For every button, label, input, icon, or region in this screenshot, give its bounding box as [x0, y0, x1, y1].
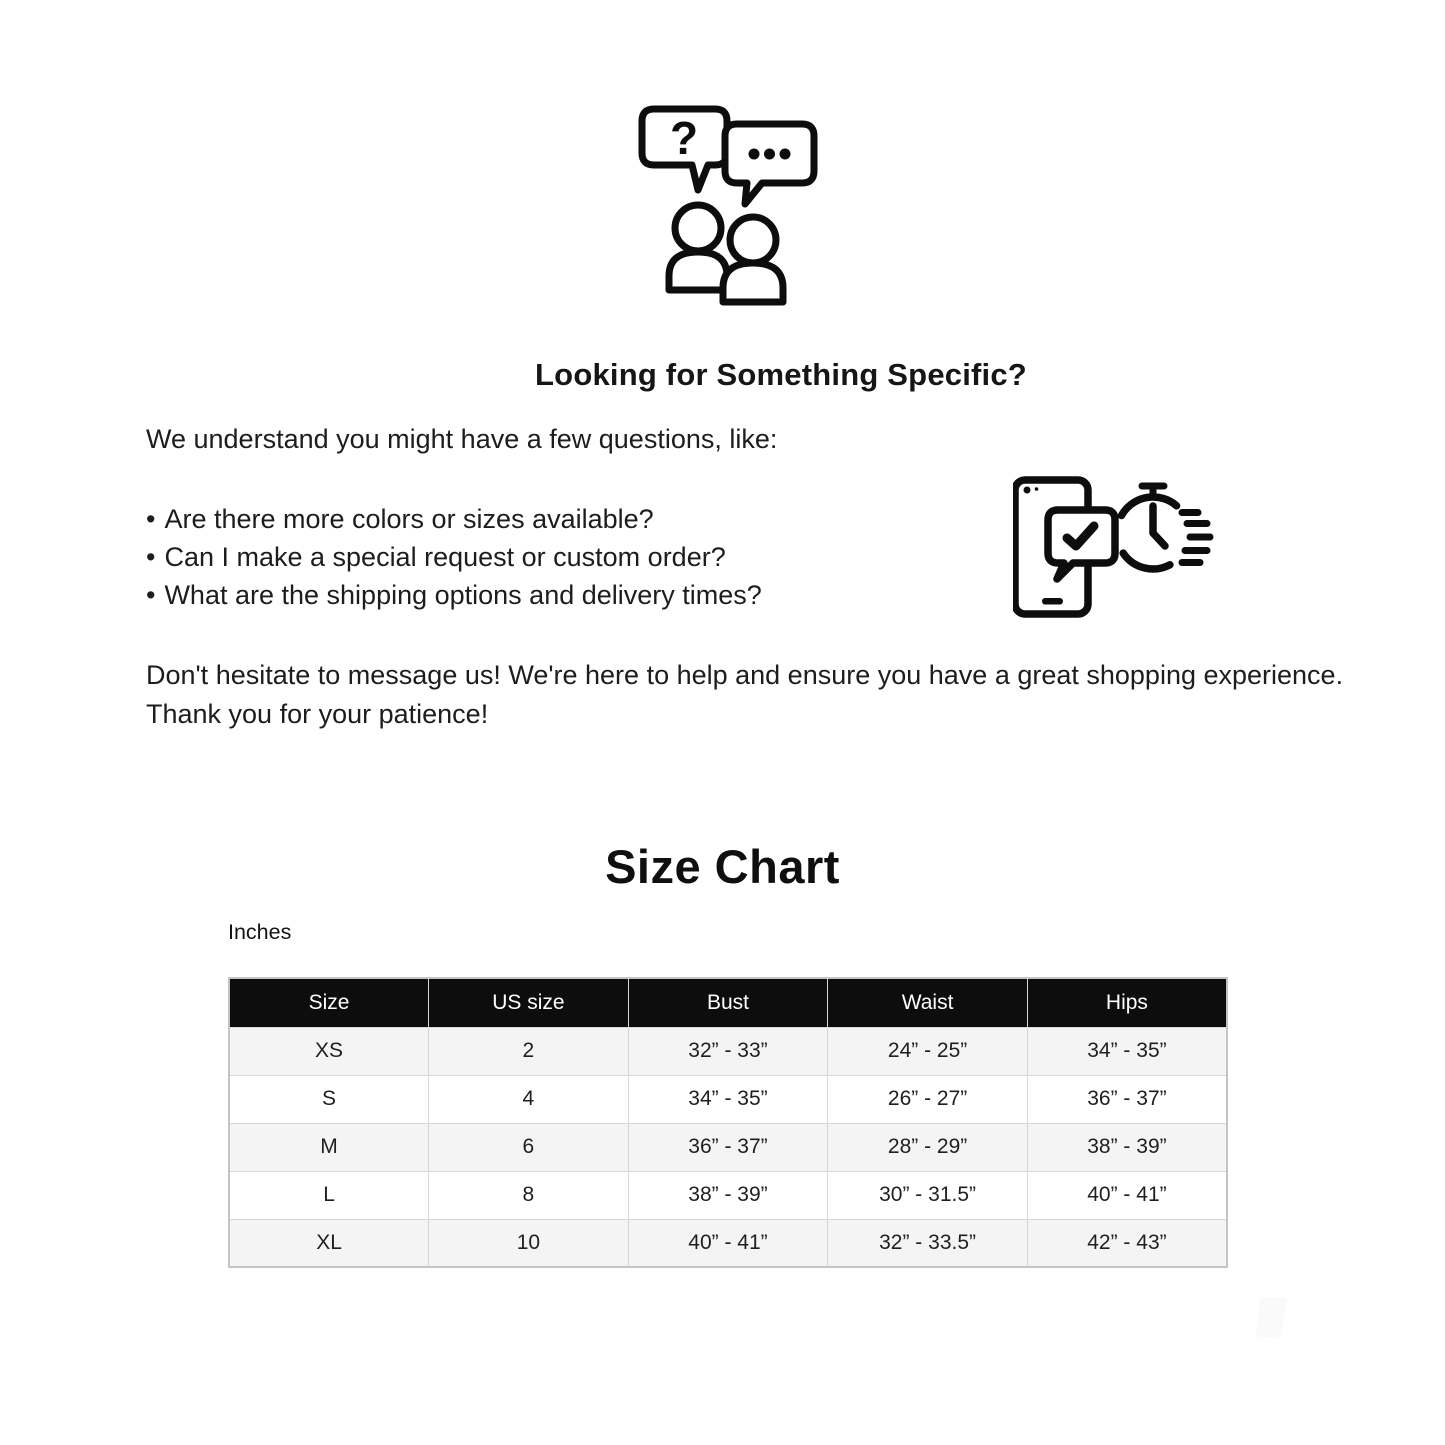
- question-mark-glyph: ?: [669, 112, 699, 164]
- table-row-s: [229, 1075, 1227, 1123]
- table-row-m: [229, 1123, 1227, 1171]
- speed-lines: [1182, 513, 1210, 563]
- table-row-xl: [229, 1219, 1227, 1267]
- intro-text: We understand you might have a few questions, like:: [146, 424, 778, 454]
- cell-size: XL: [229, 1219, 429, 1267]
- cell-size: M: [229, 1123, 429, 1171]
- phone-message-stopwatch-icon: [1013, 476, 1218, 621]
- section-heading: Looking for Something Specific?: [535, 357, 1027, 392]
- cell-waist: 28” - 29”: [828, 1123, 1028, 1171]
- closing-text: Don't hesitate to message us! We're here to help and ensure you have a great shopping experience. Thank you for your patience!: [146, 660, 1344, 729]
- cell-hips: 34” - 35”: [1027, 1027, 1227, 1075]
- cell-us-size: 6: [429, 1123, 629, 1171]
- cell-waist: 24” - 25”: [828, 1027, 1028, 1075]
- question-text: What are the shipping options and delivery times?: [164, 580, 762, 610]
- cell-waist: 30” - 31.5”: [828, 1171, 1028, 1219]
- stopwatch-hand: [1153, 506, 1165, 546]
- cell-waist: 32” - 33.5”: [828, 1219, 1028, 1267]
- cell-bust: 34” - 35”: [628, 1075, 828, 1123]
- person-left-head: [675, 205, 721, 251]
- cell-size: L: [229, 1171, 429, 1219]
- person-right-body: [723, 263, 783, 302]
- bullet-marker: •: [146, 542, 156, 572]
- cell-waist: 26” - 27”: [828, 1075, 1028, 1123]
- table-header-row: [229, 978, 1227, 1027]
- cell-hips: 42” - 43”: [1027, 1219, 1227, 1267]
- question-text: Are there more colors or sizes available?: [164, 504, 654, 534]
- two-people-chat-bubbles-icon: [638, 100, 820, 307]
- person-right-head: [730, 217, 776, 263]
- question-item: [146, 576, 762, 614]
- stopwatch: [1122, 486, 1177, 569]
- cell-hips: 38” - 39”: [1027, 1123, 1227, 1171]
- cell-size: XS: [229, 1027, 429, 1075]
- table-row-xs: [229, 1027, 1227, 1075]
- bullet-marker: •: [146, 580, 156, 610]
- cell-hips: 36” - 37”: [1027, 1075, 1227, 1123]
- faint-watermark: [1255, 1297, 1287, 1337]
- question-item: [146, 538, 762, 576]
- table-row-l: [229, 1171, 1227, 1219]
- cell-us-size: 10: [429, 1219, 629, 1267]
- cell-us-size: 4: [429, 1075, 629, 1123]
- dots-bubble: [725, 124, 814, 204]
- dots: [749, 149, 791, 160]
- phone-home-bar: [1042, 598, 1063, 605]
- cell-bust: 38” - 39”: [628, 1171, 828, 1219]
- column-header-hips: Hips: [1027, 978, 1227, 1027]
- cell-bust: 36” - 37”: [628, 1123, 828, 1171]
- column-header-bust: Bust: [628, 978, 828, 1027]
- person-left-body: [669, 252, 727, 290]
- cell-us-size: 2: [429, 1027, 629, 1075]
- column-header-size: Size: [229, 978, 429, 1027]
- size-chart-table: [228, 977, 1228, 1268]
- cell-hips: 40” - 41”: [1027, 1171, 1227, 1219]
- cell-bust: 32” - 33”: [628, 1027, 828, 1075]
- question-list: [146, 500, 762, 614]
- question-text: Can I make a special request or custom order?: [164, 542, 726, 572]
- cell-bust: 40” - 41”: [628, 1219, 828, 1267]
- cell-us-size: 8: [429, 1171, 629, 1219]
- bullet-marker: •: [146, 504, 156, 534]
- question-item: [146, 500, 762, 538]
- cell-size: S: [229, 1075, 429, 1123]
- column-header-waist: Waist: [828, 978, 1028, 1027]
- column-header-us-size: US size: [429, 978, 629, 1027]
- size-chart-title: Size Chart: [605, 840, 840, 893]
- units-label: Inches: [228, 920, 292, 944]
